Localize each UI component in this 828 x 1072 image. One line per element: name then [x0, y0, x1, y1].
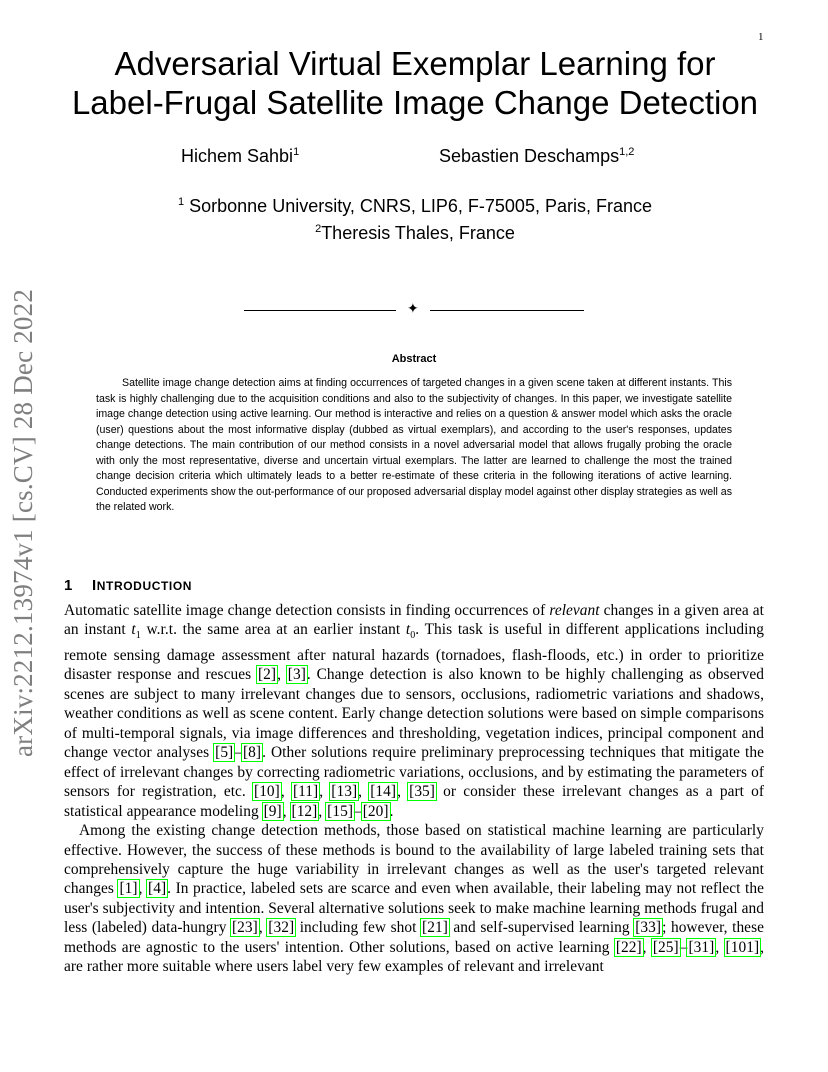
separator-rule-right — [430, 310, 584, 311]
text-run: . — [389, 802, 394, 820]
citation-link[interactable]: [11] — [292, 783, 319, 801]
author-1 — [181, 146, 299, 167]
citation-link[interactable]: [21] — [422, 919, 448, 937]
section-separator — [244, 303, 584, 317]
math-subscript: 0 — [410, 630, 416, 642]
text-run: ; however, these methods are agnostic to the users' intention. Other solutions, based on active learning — [64, 919, 764, 956]
citation-link[interactable]: [35] — [409, 783, 435, 801]
text-run: , — [319, 783, 331, 801]
paragraph-1 — [64, 601, 764, 821]
text-run: or consider these irrelevant changes as a part of statistical appearance modeling — [64, 783, 765, 820]
text-run: . Other solutions require preliminary preprocessing techniques that mitigate the effect of irrelevant changes by correcting radiometric variations, occlusions, and by estimating the parameters of sensors for registration, etc. — [64, 744, 764, 801]
text-run: , — [318, 802, 327, 820]
text-run: and self-supervised learning — [448, 919, 635, 937]
text-run: – — [679, 938, 688, 956]
section-title-initial: I — [92, 577, 97, 594]
citation-link[interactable]: [8] — [243, 744, 262, 762]
page-number: 1 — [758, 31, 764, 43]
affiliation-2-text: Theresis Thales, France — [321, 223, 515, 243]
author-2-affil-mark: 1,2 — [619, 146, 635, 158]
section-number: 1 — [64, 577, 73, 594]
citation-link[interactable]: [1] — [119, 880, 138, 898]
author-2 — [439, 146, 634, 167]
affiliation-1 — [60, 191, 770, 218]
math-t0 — [405, 621, 416, 642]
math-base: t — [131, 621, 136, 639]
citation-link[interactable]: [2] — [257, 666, 277, 684]
affiliations — [60, 191, 770, 245]
text-run: – — [354, 802, 362, 820]
citation-link[interactable]: [9] — [263, 802, 282, 820]
affiliation-1-text: Sorbonne University, CNRS, LIP6, F-75005, Paris, France — [184, 196, 652, 216]
citation-link[interactable]: [12] — [291, 802, 318, 820]
citation-link[interactable]: [23] — [232, 919, 258, 937]
author-1-name: Hichem Sahbi — [181, 146, 294, 166]
section-heading-introduction — [64, 577, 192, 594]
paper-title — [60, 44, 770, 122]
abstract-text: Satellite image change detection aims at finding occurrences of targeted changes in a given scene taken at different instants. This task is highly challenging due to the acquisition conditions and also to the subjectivity of changes. In this paper, we investigate satellite image change detection using active learning. Our method is interactive and relies on a question & answer model which asks the oracle (user) questions about the most informative display (dubbed as virtual exemplars), and according to the user's responses, updates change detections. The main contribution of our method consists in a novel adversarial model that allows frugally probing the oracle with only the most representative, diverse and uncertain virtual exemplars. The latter are learned to challenge the most the trained change decision criteria which ultimately leads to a better re-estimate of these criteria in the following iterations of active learning. Conducted experiments show the out-performance of our proposed adversarial display model against other display strategies as well as the related work. — [96, 377, 732, 513]
text-run: , — [715, 938, 725, 956]
text-run: – — [234, 744, 242, 762]
citation-link[interactable]: [25] — [652, 938, 679, 956]
citation-link[interactable]: [14] — [370, 783, 397, 801]
text-run: , — [258, 919, 268, 937]
text-run: . Change detection is also known to be highly challenging as observed scenes are subject to many irrelevant changes due to sensors, occlusions, radiometric variations and shadows, weather conditions as well as scene content. Early change detection solutions were based on simple comparisons of multi-temporal signals, via image differences and thresholding, vegetation indices, principal component and change vector analyses — [64, 666, 764, 762]
section-title-rest: NTRODUCTION — [96, 579, 193, 593]
citation-link[interactable]: [4] — [148, 880, 167, 898]
paragraph-2 — [64, 821, 764, 977]
citation-link[interactable]: [20] — [362, 802, 389, 820]
text-run: , — [280, 783, 292, 801]
text-run: Automatic satellite image change detection consists in finding occurrences of — [64, 602, 550, 619]
math-base: t — [405, 621, 411, 639]
citation-link[interactable]: [5] — [215, 744, 234, 762]
math-t1 — [131, 621, 141, 642]
author-1-affil-mark: 1 — [293, 146, 300, 158]
citation-link[interactable]: [3] — [287, 666, 306, 684]
separator-rule-left — [244, 310, 396, 311]
text-run: , — [277, 666, 287, 684]
text-run: , — [282, 802, 291, 820]
text-run: Among the existing change detection methods, those based on statistical machine learning are particularly effective. However, the success of these methods is bound to the availability of large labeled training sets that comprehensively capture the huge variability in irrelevant changes as well as the user's targeted relevant changes — [64, 822, 764, 898]
introduction-body — [64, 601, 764, 977]
affiliation-2 — [60, 218, 770, 245]
abstract-heading: Abstract — [391, 353, 437, 365]
affiliation-1-mark: 1 — [178, 196, 185, 208]
citation-link[interactable]: [15] — [327, 802, 353, 820]
arxiv-stamp: arXiv:2212.13974v1 [cs.CV] 28 Dec 2022 — [8, 288, 38, 757]
citation-link[interactable]: [32] — [268, 919, 295, 937]
text-run: including few shot — [295, 919, 422, 937]
citation-link[interactable]: [22] — [615, 938, 642, 956]
title-line-2: Label-Frugal Satellite Image Change Detection — [71, 84, 759, 121]
separator-star-icon: ✦ — [407, 301, 419, 317]
title-line-1: Adversarial Virtual Exemplar Learning for — [114, 45, 716, 82]
text-run: w.r.t. the same area at an earlier instant — [140, 621, 406, 639]
citation-link[interactable]: [10] — [254, 783, 280, 801]
text-run: , — [397, 783, 409, 801]
citation-link[interactable]: [31] — [688, 938, 715, 956]
text-run: . In practice, labeled sets are scarce and even when available, their labeling may not reflect the user's subjectivity and intention. Several alternative solutions seek to make machine learning methods frugal and less (labeled) data-hungry — [64, 880, 764, 937]
citation-link[interactable]: [101] — [725, 938, 760, 956]
text-run: , — [138, 880, 148, 898]
text-run: , — [642, 938, 652, 956]
math-subscript: 1 — [135, 630, 141, 642]
text-run: , are rather more suitable where users label very few examples of relevant and irrelevant — [64, 938, 765, 976]
affiliation-2-mark: 2 — [315, 223, 322, 235]
text-run: . This task is useful in different applications including remote sensing damage assessment after natural hazards (tornadoes, flash-floods, etc.) in order to prioritize disaster response and rescues — [64, 621, 764, 684]
text-run: changes in a given area at an instant — [64, 602, 764, 639]
author-2-name: Sebastien Deschamps — [439, 146, 620, 166]
text-run: , — [358, 783, 370, 801]
emphasis-relevant: relevant — [549, 602, 600, 619]
citation-link[interactable]: [33] — [635, 919, 662, 937]
citation-link[interactable]: [13] — [331, 783, 358, 801]
